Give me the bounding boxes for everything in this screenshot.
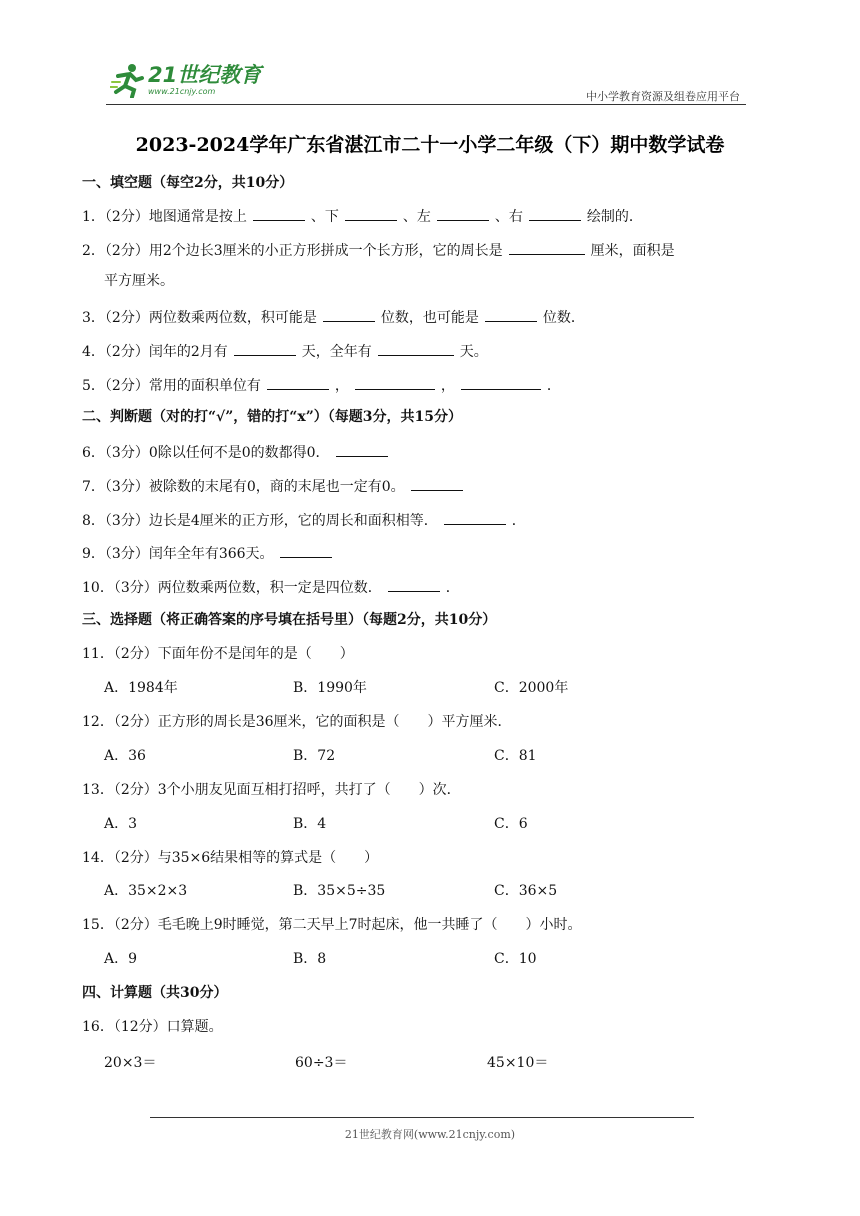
question-text: ． bbox=[546, 378, 561, 394]
option-c[interactable]: C．81 bbox=[494, 748, 537, 764]
question-text: 2．（2分）用2个边长3厘米的小正方形拼成一个长方形，它的周长是 bbox=[82, 243, 503, 259]
answer-blank[interactable] bbox=[345, 206, 397, 221]
answer-blank[interactable] bbox=[355, 375, 435, 390]
option-c[interactable]: C．2000年 bbox=[494, 680, 569, 696]
option-b[interactable]: B．8 bbox=[293, 951, 327, 967]
logo-text: 21世纪教育 bbox=[148, 62, 262, 87]
question-text: 4．（2分）闰年的2月有 bbox=[82, 344, 228, 360]
answer-blank[interactable] bbox=[461, 375, 541, 390]
option-a[interactable]: A．1984年 bbox=[104, 680, 178, 696]
question-12: 12．（2分）正方形的周长是36厘米，它的面积是（ ）平方厘米． bbox=[82, 714, 512, 730]
section-heading-fill-blank: 一、填空题（每空2分，共10分） bbox=[82, 175, 294, 191]
answer-blank[interactable] bbox=[411, 476, 463, 491]
question-text: 、右 bbox=[494, 209, 523, 225]
question-text: 、下 bbox=[310, 209, 339, 225]
question-text: 厘米，面积是 bbox=[590, 243, 675, 259]
question-7 bbox=[82, 476, 469, 496]
question-11: 11．（2分）下面年份不是闰年的是（ ） bbox=[82, 646, 354, 662]
page-footer: 21世纪教育网(www.21cnjy.com) bbox=[344, 1128, 516, 1141]
question-9 bbox=[82, 543, 338, 563]
option-a[interactable]: A．3 bbox=[104, 816, 138, 832]
page-title: 2023-2024学年广东省湛江市二十一小学二年级（下）期中数学试卷 bbox=[135, 134, 725, 156]
answer-blank[interactable] bbox=[509, 240, 585, 255]
question-5 bbox=[82, 375, 561, 395]
question-text: 位数，也可能是 bbox=[380, 310, 479, 326]
calc-item: 60÷3＝ bbox=[295, 1055, 348, 1071]
answer-blank[interactable] bbox=[485, 307, 537, 322]
question-text: 9．（3分）闰年全年有366天。 bbox=[82, 546, 274, 562]
footer-divider bbox=[150, 1117, 694, 1118]
question-text: ， bbox=[334, 378, 349, 394]
question-14: 14．（2分）与35×6结果相等的算式是（ ） bbox=[82, 850, 379, 866]
question-text: 位数． bbox=[542, 310, 585, 326]
option-c[interactable]: C．10 bbox=[494, 951, 537, 967]
option-b[interactable]: B．1990年 bbox=[293, 680, 367, 696]
answer-blank[interactable] bbox=[253, 206, 305, 221]
question-10 bbox=[82, 577, 460, 597]
question-3 bbox=[82, 307, 585, 327]
question-text: 5．（2分）常用的面积单位有 bbox=[82, 378, 261, 394]
site-logo bbox=[110, 62, 261, 98]
answer-blank[interactable] bbox=[336, 442, 388, 457]
answer-blank[interactable] bbox=[437, 206, 489, 221]
question-text: 8．（3分）边长是4厘米的正方形，它的周长和面积相等． bbox=[82, 513, 438, 529]
answer-blank[interactable] bbox=[378, 341, 454, 356]
page-header bbox=[110, 62, 740, 108]
question-2 bbox=[82, 240, 675, 260]
question-2-cont: 平方厘米。 bbox=[104, 273, 174, 289]
platform-label: 中小学教育资源及组卷应用平台 bbox=[586, 90, 740, 103]
answer-blank[interactable] bbox=[323, 307, 375, 322]
option-b[interactable]: B．72 bbox=[293, 748, 336, 764]
question-4 bbox=[82, 341, 488, 361]
option-b[interactable]: B．4 bbox=[293, 816, 327, 832]
answer-blank[interactable] bbox=[444, 510, 506, 525]
question-text: ， bbox=[440, 378, 455, 394]
header-divider bbox=[106, 104, 746, 105]
section-heading-multiple-choice: 三、选择题（将正确答案的序号填在括号里）（每题2分，共10分） bbox=[82, 612, 497, 628]
answer-blank[interactable] bbox=[529, 206, 581, 221]
question-6 bbox=[82, 442, 394, 462]
answer-blank[interactable] bbox=[267, 375, 329, 390]
question-text: 、左 bbox=[402, 209, 431, 225]
question-text: 绘制的． bbox=[586, 209, 643, 225]
question-text: 1．（2分）地图通常是按上 bbox=[82, 209, 247, 225]
question-text: 10．（3分）两位数乘两位数，积一定是四位数． bbox=[82, 580, 382, 596]
option-a[interactable]: A．36 bbox=[104, 748, 146, 764]
section-heading-calculation: 四、计算题（共30分） bbox=[82, 985, 228, 1001]
question-1 bbox=[82, 206, 643, 226]
option-b[interactable]: B．35×5÷35 bbox=[293, 883, 386, 899]
logo-url: www.21cnjy.com bbox=[148, 86, 216, 96]
question-text: 天。 bbox=[459, 344, 488, 360]
option-a[interactable]: A．9 bbox=[104, 951, 138, 967]
answer-blank[interactable] bbox=[388, 577, 440, 592]
option-c[interactable]: C．36×5 bbox=[494, 883, 558, 899]
question-text: ． bbox=[445, 580, 460, 596]
question-text: ． bbox=[511, 513, 526, 529]
option-c[interactable]: C．6 bbox=[494, 816, 528, 832]
question-text: 3．（2分）两位数乘两位数，积可能是 bbox=[82, 310, 317, 326]
calc-item: 45×10＝ bbox=[487, 1055, 549, 1071]
section-heading-true-false: 二、判断题（对的打“√”，错的打“x”）（每题3分，共15分） bbox=[82, 409, 462, 425]
calc-item: 20×3＝ bbox=[104, 1055, 157, 1071]
question-text: 7．（3分）被除数的末尾有0，商的末尾也一定有0。 bbox=[82, 479, 405, 495]
question-text: 天，全年有 bbox=[301, 344, 372, 360]
answer-blank[interactable] bbox=[280, 543, 332, 558]
answer-blank[interactable] bbox=[234, 341, 296, 356]
question-16: 16．（12分）口算题。 bbox=[82, 1019, 223, 1035]
question-15: 15．（2分）毛毛晚上9时睡觉，第二天早上7时起床，他一共睡了（ ）小时。 bbox=[82, 917, 582, 933]
question-8 bbox=[82, 510, 526, 530]
option-a[interactable]: A．35×2×3 bbox=[104, 883, 188, 899]
question-13: 13．（2分）3个小朋友见面互相打招呼，共打了（ ）次． bbox=[82, 782, 461, 798]
runner-logo-icon bbox=[110, 62, 144, 98]
question-text: 6．（3分）0除以任何不是0的数都得0． bbox=[82, 445, 330, 461]
